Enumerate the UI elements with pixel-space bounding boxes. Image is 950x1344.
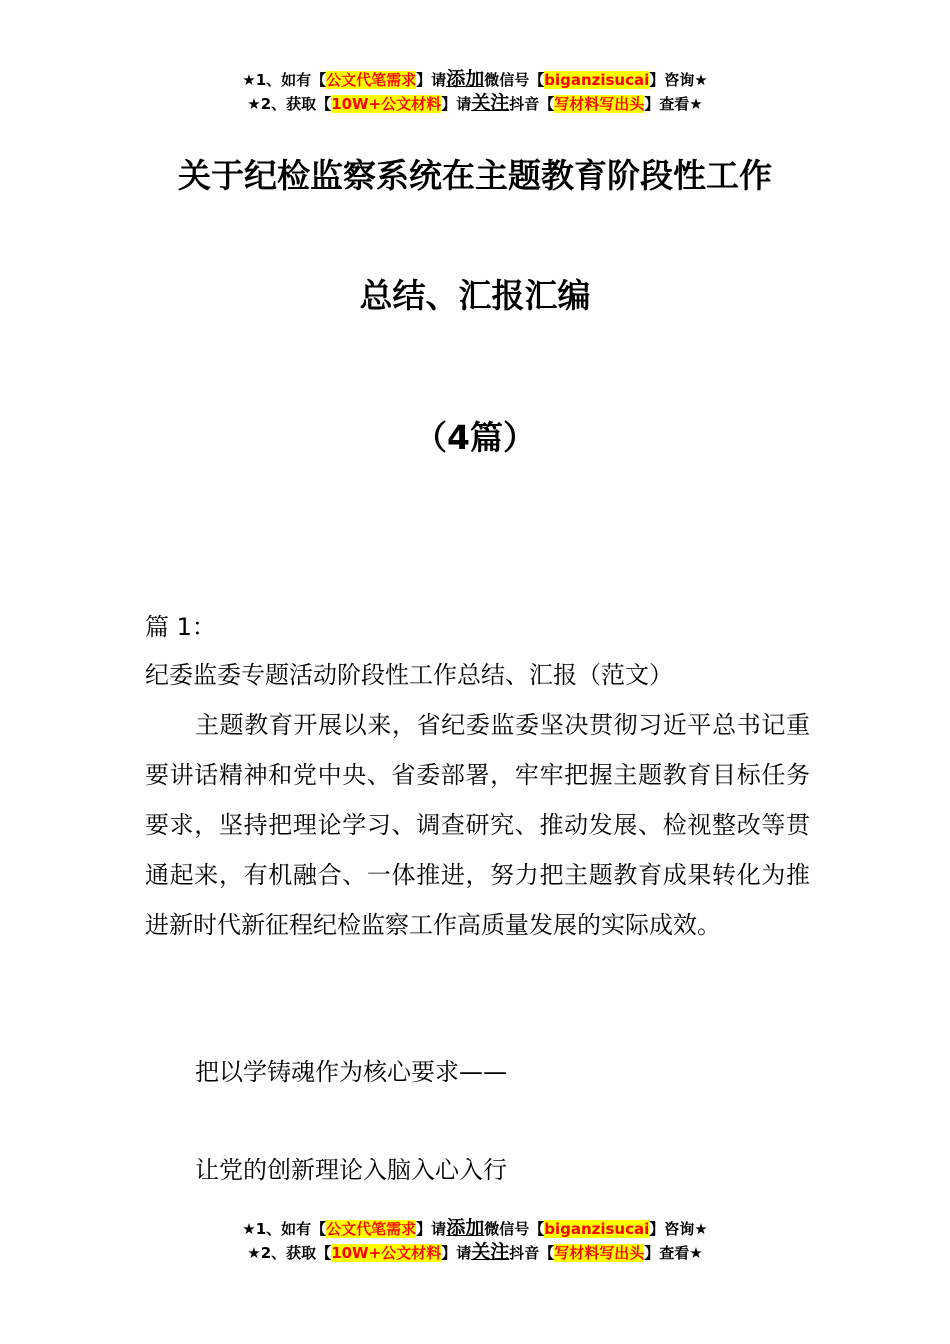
section-label: 篇 1：	[145, 613, 216, 641]
promo-douyin-id: 写材料写出头	[554, 95, 645, 113]
promo-line-2: ★2、获取【10W+公文材料】请关注抖音【写材料写出头】查看★	[247, 1241, 703, 1263]
promo-wechat-id: biganzisucai	[544, 1220, 650, 1238]
document-title-line-1: 关于纪检监察系统在主题教育阶段性工作	[178, 156, 772, 195]
section-subtitle: 纪委监委专题活动阶段性工作总结、汇报（范文）	[145, 661, 673, 689]
promo-highlight: 10W+公文材料	[331, 95, 442, 113]
document-title-count: （4篇）	[414, 418, 536, 457]
promo-highlight: 公文代笔需求	[326, 71, 417, 89]
promo-douyin-id: 写材料写出头	[554, 1244, 645, 1262]
promo-highlight: 10W+公文材料	[331, 1244, 442, 1262]
promo-line-1: ★1、如有【公文代笔需求】请添加微信号【biganzisucai】咨询★	[242, 1217, 708, 1239]
promo-wechat-id: biganzisucai	[544, 71, 650, 89]
promo-notice-bottom	[0, 1217, 950, 1265]
section-heading: 把以学铸魂作为核心要求——	[195, 1058, 507, 1086]
promo-notice-top	[0, 68, 950, 116]
section-heading-continued: 让党的创新理论入脑入心入行	[195, 1156, 507, 1184]
promo-line-1: ★1、如有【公文代笔需求】请添加微信号【biganzisucai】咨询★	[242, 68, 708, 90]
body-paragraph: 主题教育开展以来，省纪委监委坚决贯彻习近平总书记重要讲话精神和党中央、省委部署，牢牢把握主题教育目标任务要求，坚持把理论学习、调查研究、推动发展、检视整改等贯通起来，有机融合、一体推进，努力把主题教育成果转化为推进新时代新征程纪检监察工作高质量发展的实际成效。	[145, 711, 810, 939]
promo-highlight: 公文代笔需求	[326, 1220, 417, 1238]
promo-line-2: ★2、获取【10W+公文材料】请关注抖音【写材料写出头】查看★	[247, 92, 703, 114]
document-title-line-2: 总结、汇报汇编	[359, 276, 591, 315]
